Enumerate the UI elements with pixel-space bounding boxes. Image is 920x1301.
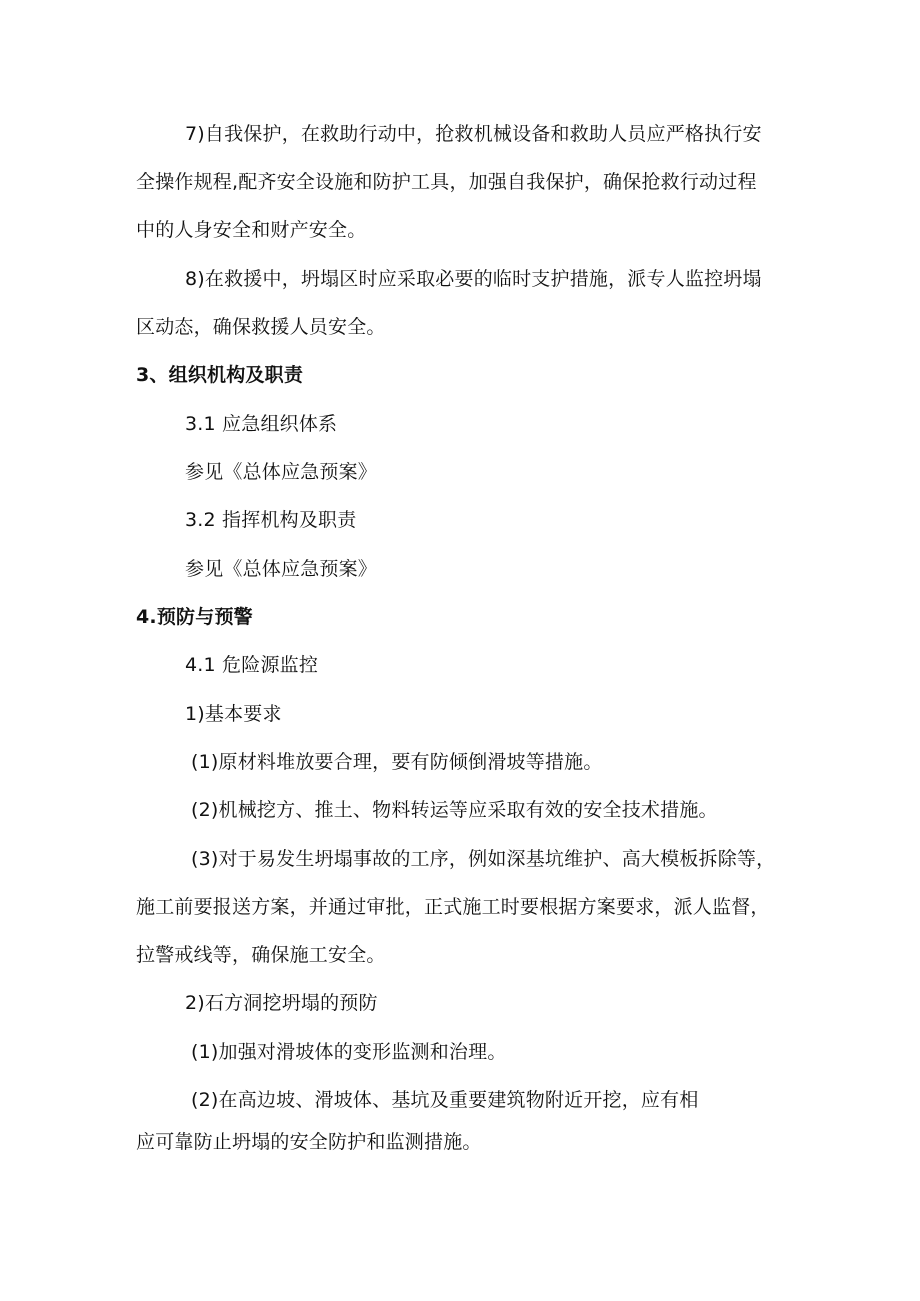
section3-heading: 3、组织机构及职责 [136, 364, 304, 386]
section3-2-title: 3.2 指挥机构及职责 [185, 509, 357, 531]
item8-line2: 区动态，确保救援人员安全。 [136, 316, 386, 338]
basic-item1: (1)原材料堆放要合理，要有防倾倒滑坡等措施。 [191, 751, 603, 773]
basic-item3-line1: (3)对于易发生坍塌事故的工序，例如深基坑维护、高大模板拆除等， [191, 848, 776, 870]
item7-line1: 7)自我保护，在救助行动中，抢救机械设备和救助人员应严格执行安 [185, 123, 762, 145]
basic-item2: (2)机械挖方、推土、物料转运等应采取有效的安全技术措施。 [191, 799, 718, 821]
basic-item3-line3: 拉警戒线等，确保施工安全。 [136, 944, 386, 966]
rock-item2-line2: 应可靠防止坍塌的安全防护和监测措施。 [136, 1131, 482, 1153]
rock-item2-line1: (2)在高边坡、滑坡体、基坑及重要建筑物附近开挖，应有相 [191, 1089, 699, 1111]
section3-1-text: 参见《总体应急预案》 [185, 461, 378, 483]
section4-1-title: 4.1 危险源监控 [185, 654, 319, 676]
item7-line2: 全操作规程,配齐安全设施和防护工具，加强自我保护，确保抢救行动过程 [136, 171, 757, 193]
section3-2-text: 参见《总体应急预案》 [185, 558, 378, 580]
rock-prevention-title: 2)石方洞挖坍塌的预防 [185, 992, 378, 1014]
basic-item3-line2: 施工前要报送方案，并通过审批，正式施工时要根据方案要求，派人监督， [136, 896, 770, 918]
item7-line3: 中的人身安全和财产安全。 [136, 219, 367, 241]
section4-heading: 4.预防与预警 [136, 606, 253, 628]
rock-item1: (1)加强对滑坡体的变形监测和治理。 [191, 1041, 507, 1063]
item8-line1: 8)在救援中，坍塌区时应采取必要的临时支护措施，派专人监控坍塌 [185, 268, 762, 290]
section3-1-title: 3.1 应急组织体系 [185, 413, 338, 435]
basic-requirements-title: 1)基本要求 [185, 703, 282, 725]
